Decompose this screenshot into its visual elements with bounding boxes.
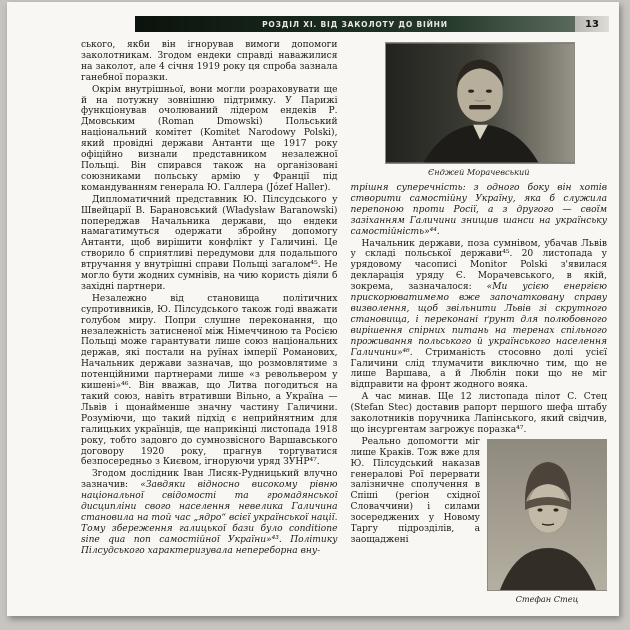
paragraph-text: Стриманість стосовно долі усієї Галичини слід тлумачити виключно тим, що не лише Варшава, а й Люблін поки що не міг відправити на фронт жодного вояка. xyxy=(350,347,607,391)
paragraph: А час минав. Ще 12 листопада пілот С. Стец (Stefan Stec) доставив рапорт першого шефа штабу заколотників поручника Лапінського, який свідчив, що інсургентам загрожує поразка⁴⁷. xyxy=(350,392,607,435)
paragraph: Реально допомогти міг лише Краків. Тож вже для Ю. Пілсудський наказав генералові Рої перервати залізничне сполучення в Спіші (регіон східної Словаччини) і силами зосереджених у Новому Таргу підрозділів, а заощаджені xyxy=(350,436,480,545)
photo-moraczewski xyxy=(385,42,575,164)
quote-text: «Ми усією енергією прискорюватимемо вже започатковану справу визволення, щоб звільнити Львів зі скрутного становища, і переконані ґрунт для полюбовного вирішення спірних питань на теренах спільного проживання польського й українського населення Галичини»⁴⁶. xyxy=(350,282,607,358)
paragraph-text: Згодом дослідник Іван Лисяк-Рудницький влучно зазначив: xyxy=(81,469,338,491)
paragraph: ського, якби він ігнорував вимоги допомоги заколотникам. Згодом ендеки справді наважилися на заколот, але 4 січня 1919 року ця спроба зазнала ганебної поразки. xyxy=(81,40,338,83)
paragraph: Окрім внутрішньої, вони могли розраховувати ще й на потужну зовнішню підтримку. У Парижі функціонував очолюваний лідером ендеків Р. Дмовським (Roman Dmowski) Польський національний комітет (Komitet Narodowy Polski), який провідні держави Антанти ще 1917 року офіційно визнали представником незалежної Польщі. Він спирався також на організовані союзниками польську армію у Франції під командуванням генерала Ю. Галлера (Józef Haller). xyxy=(81,84,338,193)
photo-moraczewski-figure xyxy=(385,42,573,177)
chapter-header-bar xyxy=(135,16,609,32)
chapter-title: РОЗДІЛ XI. ВІД ЗАКОЛОТУ ДО ВІЙНИ xyxy=(262,19,448,29)
two-column-text-area xyxy=(81,40,607,606)
text-with-photo-block xyxy=(351,437,608,606)
paragraph xyxy=(351,239,608,392)
paragraph xyxy=(81,469,338,556)
paragraph: трішня суперечність: з одного боку він хотів створити самостійну Україну, яка б служила перепоною проти Росії, а з другого — своїм зазіханням Галичини знищив шанси на українську самостійність»⁴⁴. xyxy=(350,183,607,237)
left-text-column xyxy=(81,40,338,606)
right-text-column xyxy=(351,40,608,606)
paragraph: Дипломатичний представник Ю. Пілсудського у Швейцарії В. Барановський (Władysław Baranowski) попереджав Начальника держави, що ендеки намагатимуться одержати збройну допомогу Антанти, щоб вирішити конфлікт у Галичині. Це створило б сприятливі передумови для подальшого втручання у внутрішні справи Польщі загалом⁴⁵. Не могло бути жодних сумнівів, на чию користь діяли б західні партнери. xyxy=(81,194,338,292)
photo-stec-figure xyxy=(487,439,607,604)
photo-caption-stec: Стефан Стец xyxy=(515,593,579,604)
book-page xyxy=(7,2,619,616)
page-number-box xyxy=(575,16,609,32)
photo-stec xyxy=(487,439,607,591)
page-number: 13 xyxy=(585,18,599,30)
chapter-bar-strip xyxy=(135,16,575,32)
quote-text: «Завдяки відносно високому рівню національної свідомості та громадянської дисципліни свого населення невелика Галичина становила на той час „ядро“ всієї української нації. Тому збереження галицької бази було conditione sine qua non самостійної України»⁴³. Політику Пілсудського характеризувала непереборна вну- xyxy=(81,480,338,556)
paragraph-text: Начальник держави, поза сумнівом, убачав Львів у складі польської держави⁴⁵. 20 листопада у урядовому часописі Monitor Polski з'явилася декларація уряду Є. Морачевського, в якій, зокрема, зазначалося: xyxy=(350,238,607,293)
paragraph: Незалежно від становища політичних супротивників, Ю. Пілсудського також годі вважати голубом миру. Попри слушне переконання, що незалежність затисненої між Німеччиною та Росією Польщі може гарантувати лише союз національних держав, які постали на руїнах імперії Романових, Начальник держави зазначав, що розмовлятиме з потенційними партнерами лише «з револьвером у кишені»⁴⁶. Він вважав, що Литва погодиться на такий союз, навіть втративши Вільно, а Україна — Львів і щонайменше значну частину Галичини. Розуміючи, що такий підхід є неприйнятним для галицьких українців, ще наприкінці листопада 1918 року, тобто задовго до сумнозвісного Варшавського договору 1920 року, прагнув торгуватися безпосередньо з Києвом, ігноруючи уряд ЗУНР⁴⁷. xyxy=(81,293,338,468)
photo-caption-moraczewski: Єнджей Морачевський xyxy=(428,167,530,177)
